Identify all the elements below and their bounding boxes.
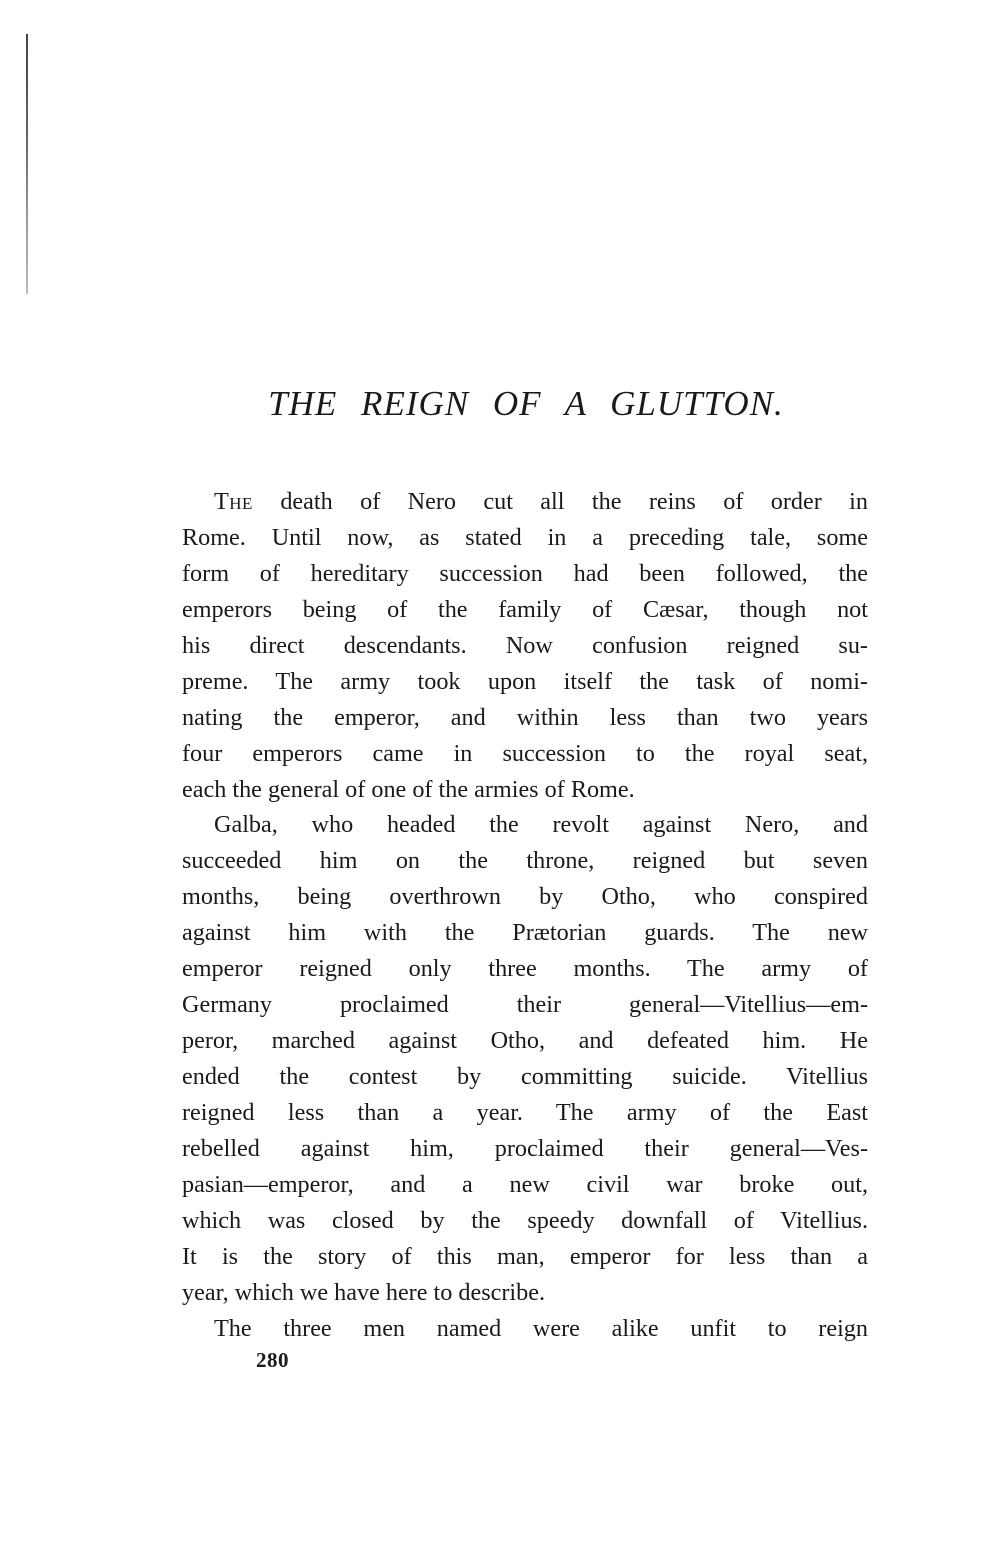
text-line: The three men named were alike unfit to reign [214,1314,868,1342]
chapter-title: THE REIGN OF A GLUTTON. [268,384,784,423]
text-line: months, being overthrown by Otho, who conspired [182,883,868,911]
text-line: Galba, who headed the revolt against Nero, and [214,811,868,839]
text-line: peror, marched against Otho, and defeated him. He [182,1027,868,1055]
text-line: against him with the Prætorian guards. The new [182,919,868,947]
body-text [182,484,868,1347]
text-line [182,484,868,520]
text-line-rest: death of Nero cut all the reins of order in [280,488,868,515]
scan-margin-line [26,34,28,294]
text-line: Rome. Until now, as stated in a preceding tale, some [182,523,868,551]
opening-word: The [214,488,253,515]
text-line: rebelled against him, proclaimed their general—Ves- [182,1134,868,1162]
text-line: emperor reigned only three months. The army of [182,955,868,983]
text-line: nating the emperor, and within less than two years [182,703,868,731]
text-line: ended the contest by committing suicide. Vitellius [182,1063,868,1090]
text-line: preme. The army took upon itself the task of nomi- [182,667,868,695]
text-line: reigned less than a year. The army of the East [182,1098,868,1126]
text-line: succeeded him on the throne, reigned but seven [182,847,868,875]
page-number: 280 [256,1348,289,1372]
text-line: emperors being of the family of Cæsar, though not [182,595,868,623]
text-line: pasian—emperor, and a new civil war broke out, [182,1170,868,1198]
text-line: It is the story of this man, emperor for less than a [182,1242,868,1270]
text-line: four emperors came in succession to the royal seat, [182,739,868,767]
text-line: year, which we have here to describe. [182,1278,546,1306]
text-line: form of hereditary succession had been followed, the [182,559,868,587]
text-line: which was closed by the speedy downfall of Vitellius. [182,1206,868,1234]
text-line: each the general of one of the armies of Rome. [182,775,635,803]
text-line: Germany proclaimed their general—Vitellius—em- [182,991,868,1019]
text-line: his direct descendants. Now confusion reigned su- [182,631,868,659]
